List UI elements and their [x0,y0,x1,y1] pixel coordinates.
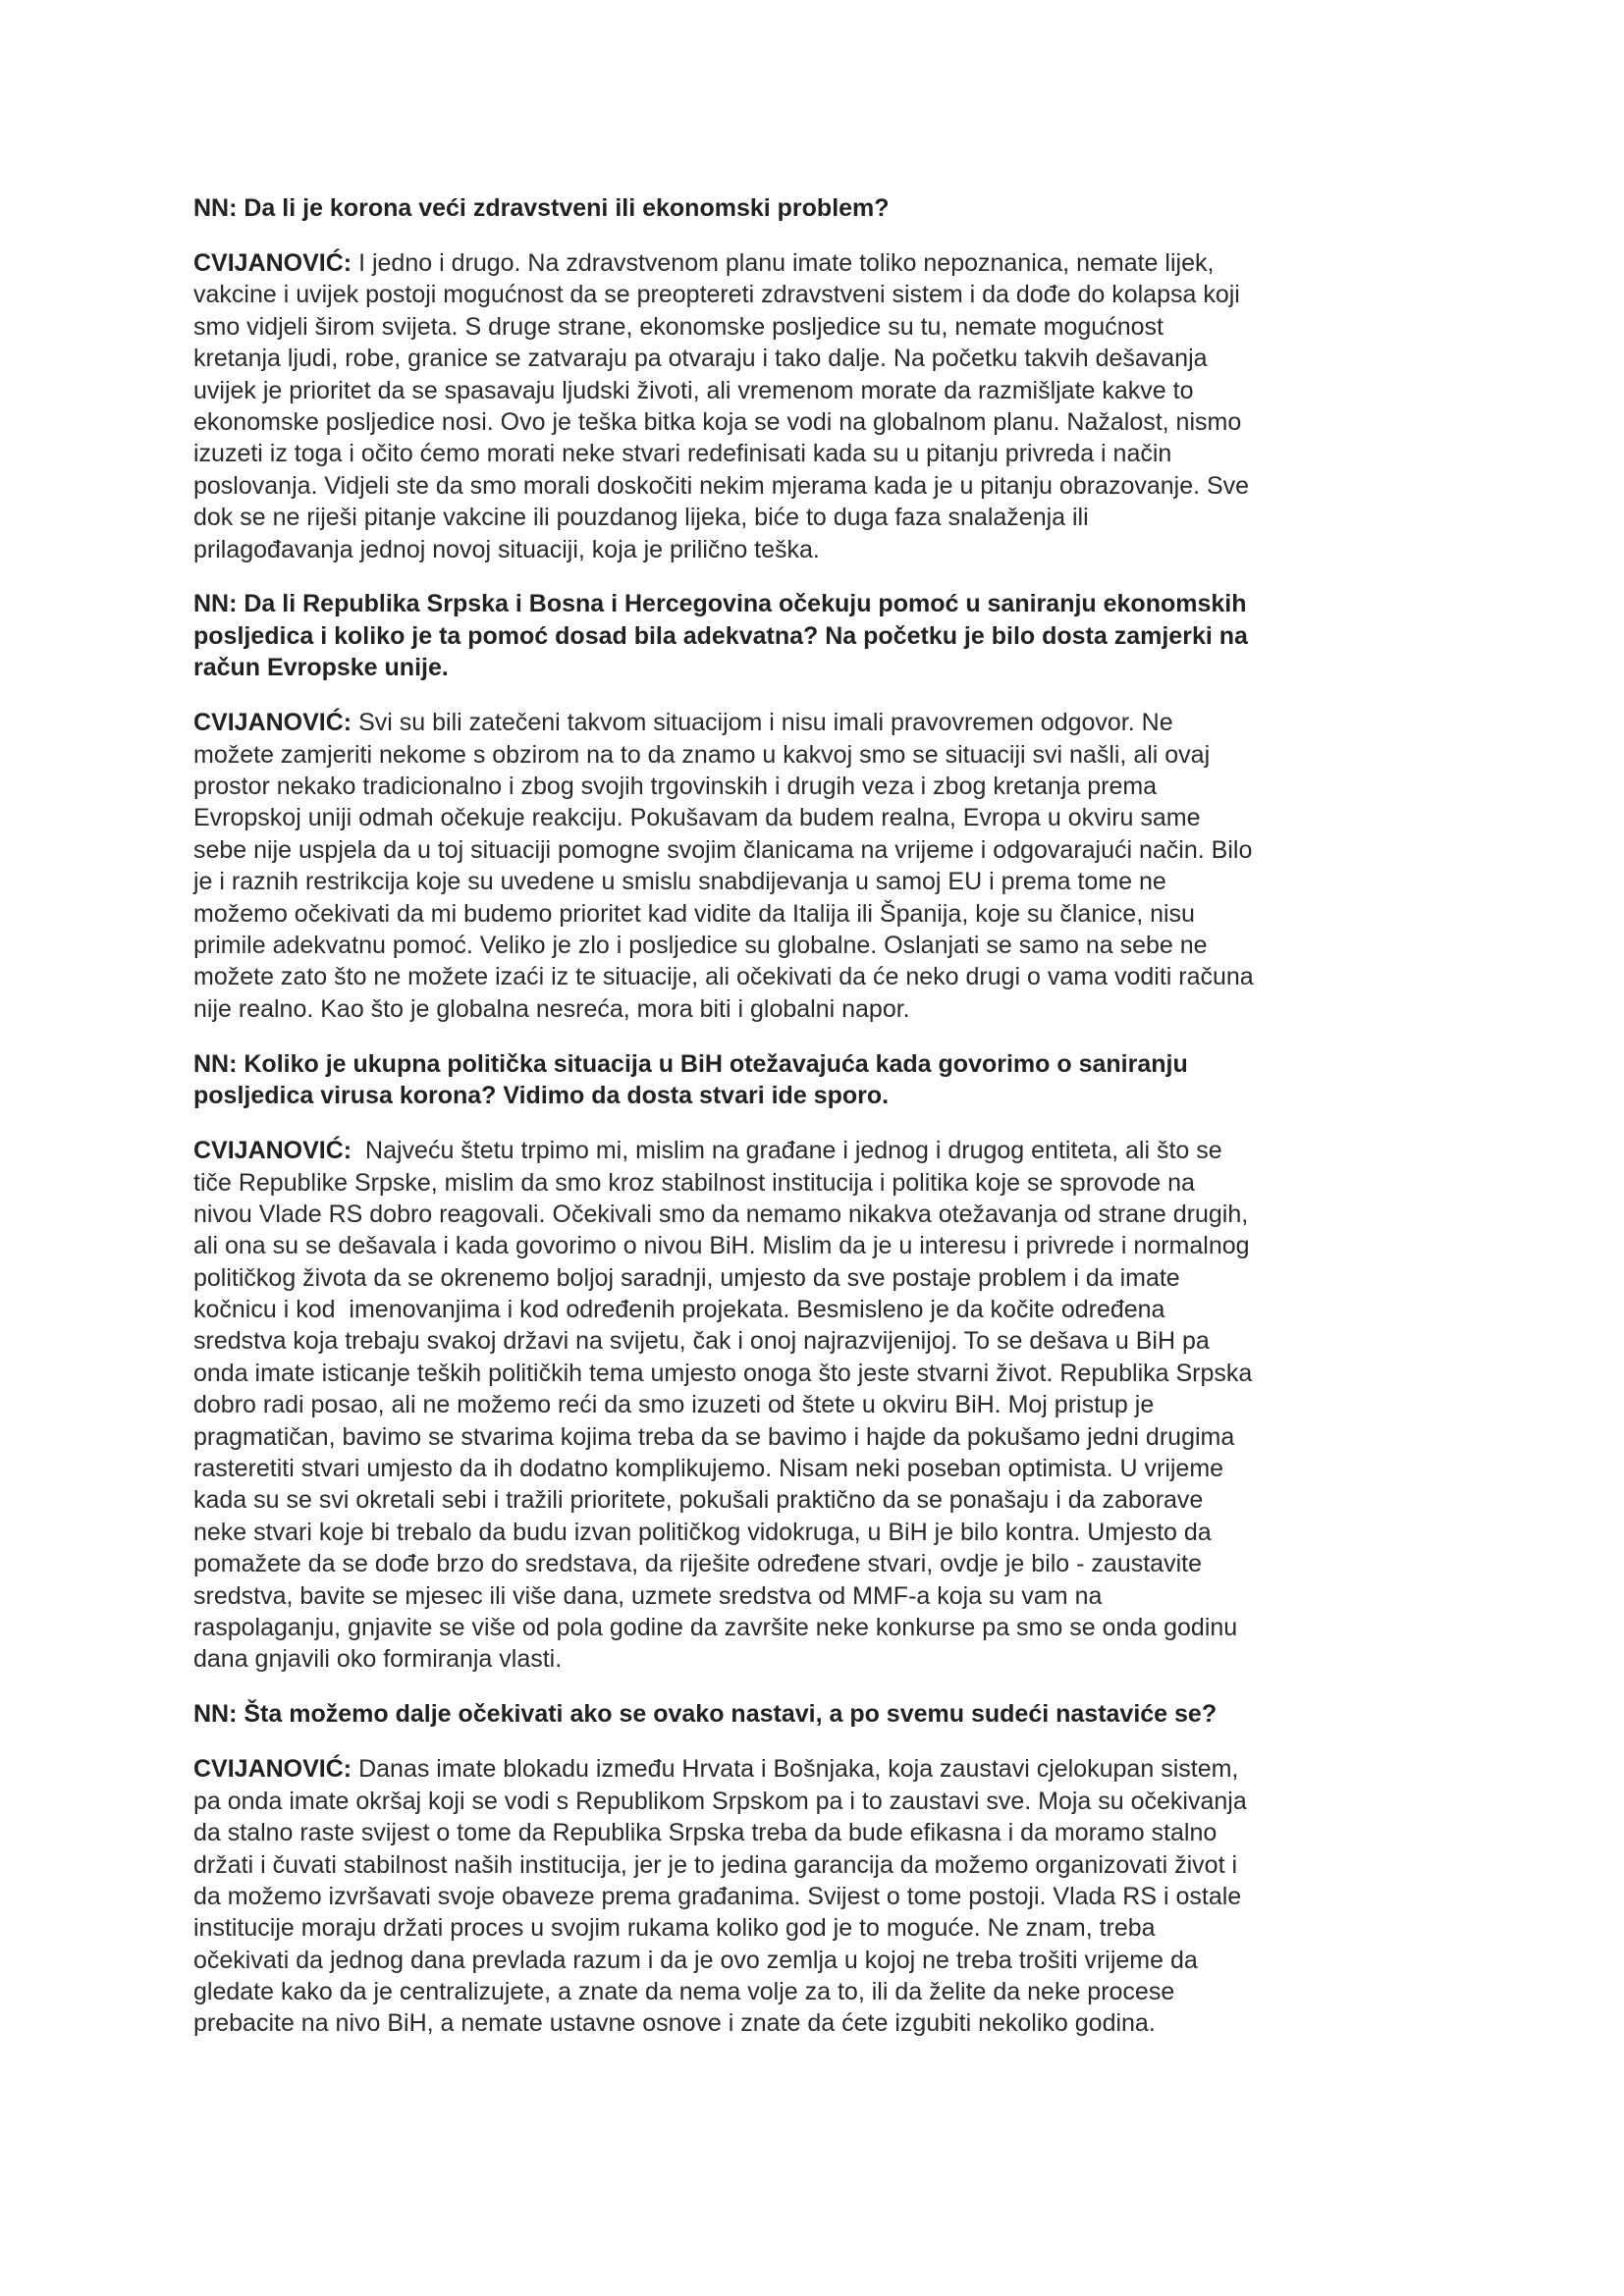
interview-question [193,588,1440,683]
answer-line: je i raznih restrikcija koje su uvedene u smislu snabdijevanja u samoj EU i prema tome ne [193,868,1166,896]
answer-line: kada su se svi okretali sebi i tražili prioritete, pokušali praktično da se ponašaju i da zaborave [193,1486,1204,1515]
answer-line: nije realno. Kao što je globalna nesreća, mora biti i globalni napor. [193,994,910,1023]
question-line: NN: Koliko je ukupna politička situacija u BiH otežavajuća kada govorimo o saniranju [193,1049,1188,1078]
answer-line: smo vidjeli širom svijeta. S druge strane, ekonomske posljedice su tu, nemate mogućnost [193,312,1164,341]
answer-line: možete zato što ne možete izaći iz te situacije, ali očekivati da će neko drugi o vama voditi računa [193,963,1254,991]
interview-question [193,1048,1440,1112]
question-line: posljedica i koliko je ta pomoć dosad bila adekvatna? Na početku je bilo dosta zamjerki na [193,621,1248,650]
answer-line: dobro radi posao, ali ne možemo reći da smo izuzeti od štete u okviru BiH. Moj pristup je [193,1391,1155,1419]
question-line: NN: Da li Republika Srpska i Bosna i Hercegovina očekuju pomoć u saniranju ekonomskih [193,590,1247,618]
answer-line: političkog života da se okrenemo boljoj saradnji, umjesto da sve postaje problem i da imate [193,1263,1180,1292]
answer-line: sredstva koja trebaju svakoj državi na svijetu, čak i onoj najrazvijenijoj. To se dešava u BiH pa [193,1327,1210,1356]
answer-line: poslovanja. Vidjeli ste da smo morali doskočiti nekim mjerama kada je u pitanju obrazovanje. Sve [193,471,1250,500]
answer-line: ekonomske posljedice nosi. Ovo je teška bitka koja se vodi na globalnom planu. Nažalost, nismo [193,407,1242,436]
document-page [193,192,1440,2062]
speaker-label: CVIJANOVIĆ: [193,1137,352,1165]
speaker-label: CVIJANOVIĆ: [193,1755,352,1784]
answer-line: pomažete da se dođe brzo do sredstava, da riješite određene stvari, ovdje je bilo - zaustavite [193,1550,1202,1578]
answer-line: možete zamjeriti nekome s obzirom na to da znamo u kakvoj smo se situaciji svi našli, ali ovaj [193,740,1211,769]
answer-line: primile adekvatnu pomoć. Veliko je zlo i posljedice su globalne. Oslanjati se samo na sebe ne [193,931,1208,959]
answer-first-line [193,1135,1440,1166]
answer-line: uvijek je prioritet da se spasavaju ljudski životi, ali vremenom morate da razmišljate kakve to [193,376,1194,404]
interview-answer [193,247,1440,565]
answer-line: onda imate isticanje teških političkih tema umjesto onoga što jeste stvarni život. Republika Srpska [193,1359,1253,1387]
answer-line: dok se ne riješi pitanje vakcine ili pouzdanog lijeka, biće to duga faza snalaženja ili [193,504,1089,532]
answer-line: tiče Republike Srpske, mislim da smo kroz stabilnost institucija i politika koje se sprovode na [193,1168,1195,1197]
answer-line: da stalno raste svijest o tome da Republika Srpska treba da bude efikasna i da moramo stalno [193,1819,1218,1847]
answer-first-line [193,247,1440,279]
answer-line: pa onda imate okršaj koji se vodi s Republikom Srpskom pa i to zaustavi sve. Moja su očekivanja [193,1787,1247,1815]
answer-line: Evropskoj uniji odmah očekuje reakciju. Pokušavam da budem realna, Evropa u okviru same [193,804,1201,832]
answer-line: vakcine i uvijek postoji mogućnost da se preoptereti zdravstveni sistem i da dođe do kolapsa koji [193,281,1240,309]
answer-line: da možemo izvršavati svoje obaveze prema građanima. Svijest o tome postoji. Vlada RS i ostale [193,1882,1242,1910]
answer-first-line [193,707,1440,738]
answer-line: držati i čuvati stabilnost naših institucija, jer je to jedina garancija da možemo organizovati život i [193,1850,1238,1879]
speaker-label: CVIJANOVIĆ: [193,248,352,277]
question-line: račun Evropske unije. [193,654,449,682]
interview-answer [193,707,1440,1025]
answer-line: kočnicu i kod imenovanjima i kod određenih projekata. Besmisleno je da kočite određena [193,1296,1165,1324]
answer-text: Danas imate blokadu između Hrvata i Bošnjaka, koja zaustavi cjelokupan sistem, [352,1755,1239,1784]
answer-line: dana gnjavili oko formiranja vlasti. [193,1645,563,1674]
answer-line: prostor nekako tradicionalno i zbog svojih trgovinskih i drugih veza i zbog kretanja prema [193,773,1158,801]
interview-question [193,192,1440,224]
answer-line: raspolaganju, gnjavite se više od pola godine da završite neke konkurse pa smo se onda godinu [193,1613,1238,1641]
answer-line: pragmatičan, bavimo se stvarima kojima treba da se bavimo i hajde da pokušamo jedni drugima [193,1422,1235,1451]
answer-line: sebe nije uspjela da u toj situaciji pomogne svojim članicama na vrijeme i odgovarajući način. Bilo [193,835,1253,864]
answer-line: izuzeti iz toga i očito ćemo morati neke stvari redefinisati kada su u pitanju privreda i način [193,440,1172,468]
answer-text: Svi su bili zatečeni takvom situacijom i nisu imali pravovremen odgovor. Ne [352,709,1173,737]
answer-line: nivou Vlade RS dobro reagovali. Očekivali smo da nemamo nikakva otežavanja od strane drugih, [193,1200,1249,1228]
answer-first-line [193,1753,1440,1785]
answer-line: institucije moraju držati proces u svojim rukama koliko god je to moguće. Ne znam, treba [193,1914,1156,1943]
answer-line: možemo očekivati da mi budemo prioritet kad vidite da Italija ili Španija, koje su članice, nisu [193,899,1195,928]
answer-line: rasteretiti stvari umjesto da ih dodatno komplikujemo. Nisam neki poseban optimista. U vrijeme [193,1455,1224,1483]
answer-line: prebacite na nivo BiH, a nemate ustavne osnove i znate da ćete izgubiti nekoliko godina. [193,2009,1156,2038]
question-line: NN: Da li je korona veći zdravstveni ili ekonomski problem? [193,194,890,222]
speaker-label: CVIJANOVIĆ: [193,709,352,737]
answer-line: kretanja ljudi, robe, granice se zatvaraju pa otvaraju i tako dalje. Na početku takvih dešavanja [193,345,1208,373]
answer-line: neke stvari koje bi trebalo da budu izvan političkog vidokruga, u BiH je bilo kontra. Umjesto da [193,1518,1212,1546]
answer-line: prilagođavanja jednoj novoj situaciji, koja je prilično teška. [193,535,820,563]
interview-answer [193,1135,1440,1676]
answer-line: gledate kako da je centralizujete, a znate da nema volje za to, ili da želite da neke procese [193,1978,1175,2006]
answer-text: Najveću štetu trpimo mi, mislim na građane i jednog i drugog entiteta, ali što se [352,1137,1222,1165]
interview-question [193,1698,1440,1730]
answer-text: I jedno i drugo. Na zdravstvenom planu imate toliko nepoznanica, nemate lijek, [352,248,1215,277]
answer-line: očekivati da jednog dana prevlada razum i da je ovo zemlja u kojoj ne treba trošiti vrijeme da [193,1946,1198,1974]
question-line: NN: Šta možemo dalje očekivati ako se ovako nastavi, a po svemu sudeći nastaviće se? [193,1700,1218,1729]
answer-line: sredstva, bavite se mjesec ili više dana, uzmete sredstva od MMF-a koja su vam na [193,1581,1103,1610]
answer-line: ali ona su se dešavala i kada govorimo o nivou BiH. Mislim da je u interesu i privrede i normalnog [193,1232,1250,1260]
interview-answer [193,1753,1440,2040]
question-line: posljedica virusa korona? Vidimo da dosta stvari ide sporo. [193,1082,890,1110]
